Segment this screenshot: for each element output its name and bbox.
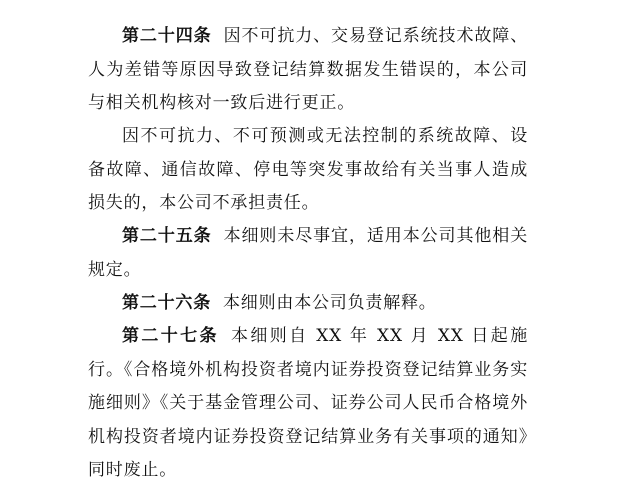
article-24-paragraph-2 — [88, 120, 528, 221]
article-24-heading: 第二十四条 — [122, 26, 212, 46]
article-27-heading: 第二十七条 — [122, 326, 219, 346]
article-27-text: 本细则自 XX 年 XX 月 XX 日起施行。《合格境外机构投资者境内证券投资登记结算业务实施细则》《关于基金管理公司、证券公司人民币合格境外机构投资者境内证券投资登记结算业务有关事项的通知》同时废止。 — [88, 326, 528, 480]
article-24-paragraph-2-text: 因不可抗力、不可预测或无法控制的系统故障、设备故障、通信故障、停电等突发事故给有关当事人造成损失的，本公司不承担责任。 — [88, 126, 528, 213]
article-26-heading: 第二十六条 — [122, 293, 211, 313]
article-25-text: 本细则未尽事宜，适用本公司其他相关规定。 — [88, 226, 528, 280]
article-26-text: 本细则由本公司负责解释。 — [223, 293, 437, 313]
article-26 — [88, 287, 528, 321]
article-27 — [88, 320, 528, 488]
article-25-heading: 第二十五条 — [122, 226, 212, 246]
article-24 — [88, 20, 528, 121]
article-24-text: 因不可抗力、交易登记系统技术故障、人为差错等原因导致登记结算数据发生错误的，本公司与相关机构核对一致后进行更正。 — [88, 26, 528, 113]
article-25 — [88, 220, 528, 287]
